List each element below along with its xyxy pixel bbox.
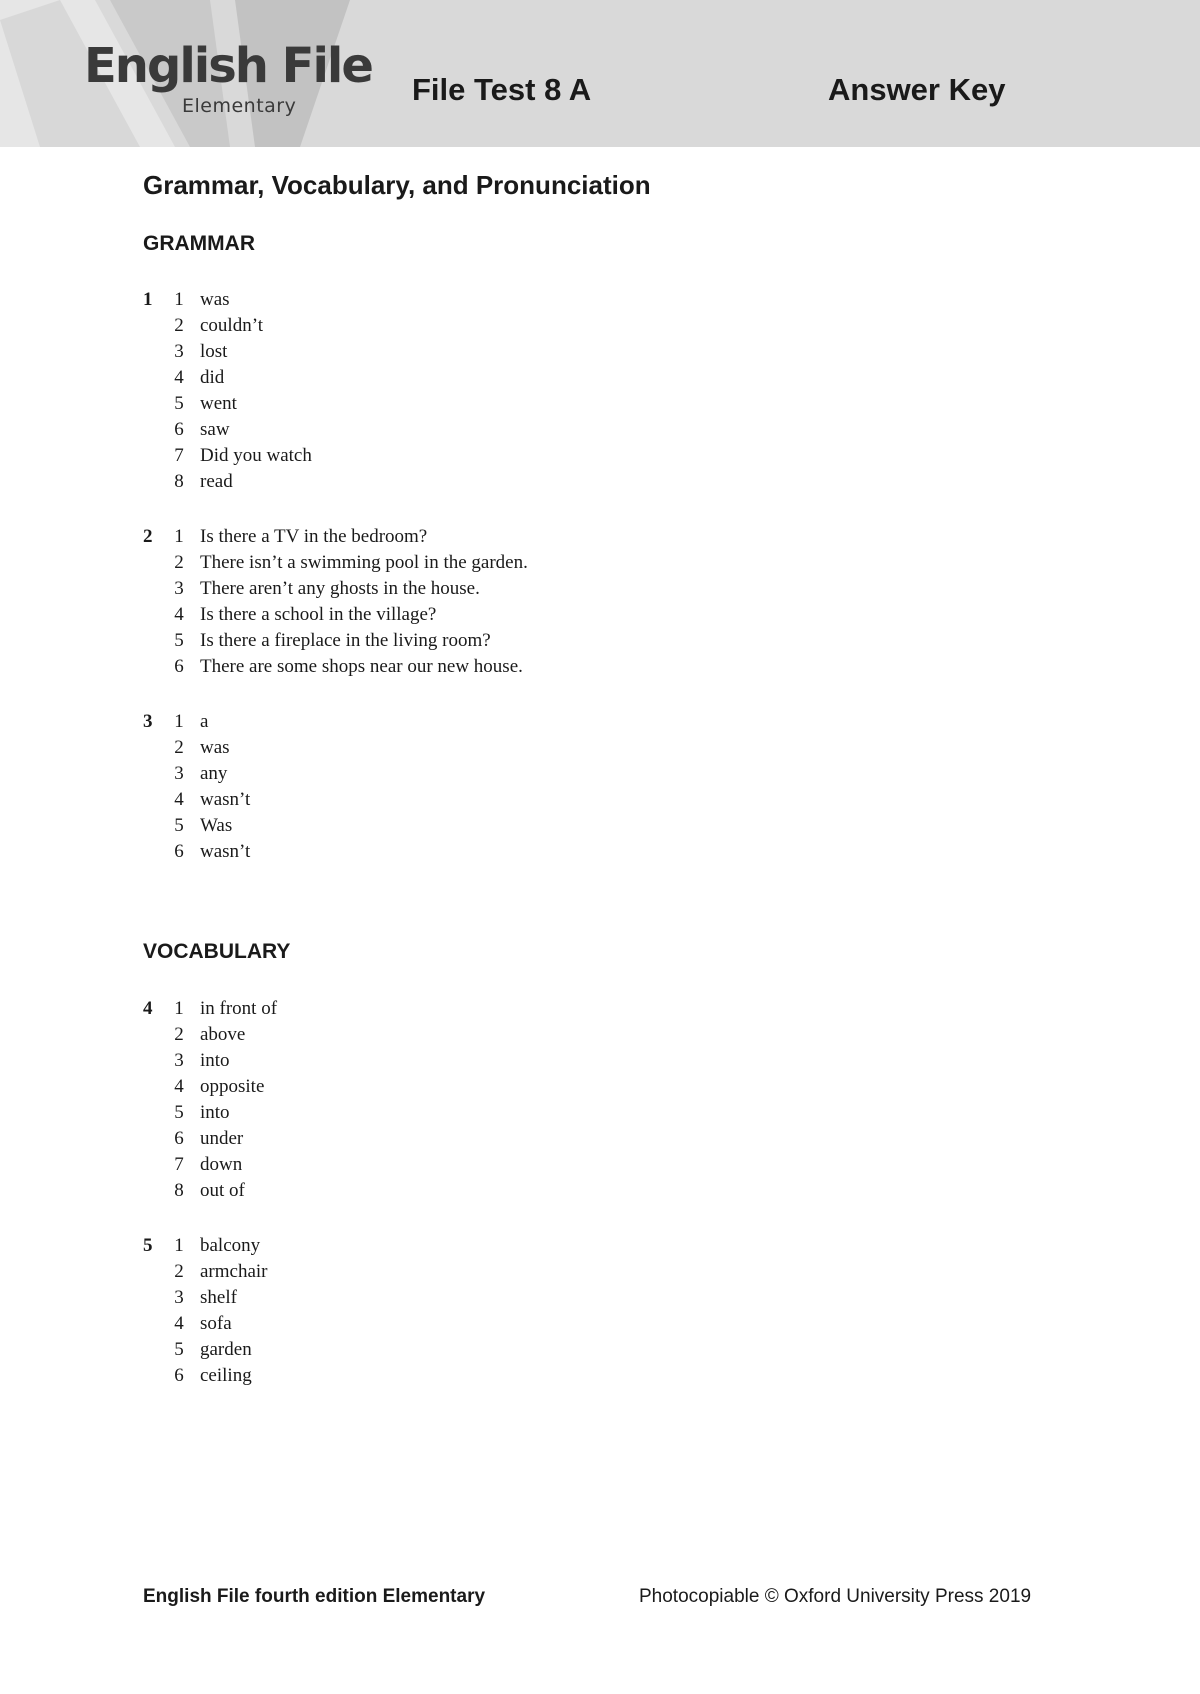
answer-text: Did you watch: [200, 445, 312, 466]
item-number: 6: [174, 656, 184, 677]
item-number: 3: [174, 1287, 184, 1308]
answer-text: read: [200, 471, 233, 492]
item-number: 4: [174, 1076, 184, 1097]
footer-copyright: Photocopiable © Oxford University Press 2019: [639, 1586, 1032, 1607]
answer-text: There are some shops near our new house.: [200, 656, 523, 677]
answer-text: under: [200, 1128, 244, 1149]
item-number: 7: [174, 1154, 184, 1175]
item-number: 3: [174, 1050, 184, 1071]
exercise-number: 5: [143, 1235, 153, 1256]
page-heading: Grammar, Vocabulary, and Pronunciation: [143, 170, 651, 200]
answer-text: was: [200, 289, 230, 310]
answer-text: went: [200, 393, 237, 414]
item-number: 8: [174, 471, 184, 492]
answer-text: saw: [200, 419, 230, 440]
answer-text: Was: [200, 815, 233, 836]
exercise-number: 4: [143, 998, 153, 1019]
item-number: 5: [174, 630, 184, 651]
answer-text: a: [200, 711, 209, 732]
item-number: 2: [174, 1024, 184, 1045]
item-number: 2: [174, 1261, 184, 1282]
item-number: 1: [174, 1235, 184, 1256]
answer-text: couldn’t: [200, 315, 263, 336]
section-title-grammar: GRAMMAR: [143, 232, 255, 255]
exercise-number: 3: [143, 711, 153, 732]
answer-text: shelf: [200, 1287, 237, 1308]
answer-text: balcony: [200, 1235, 261, 1256]
item-number: 7: [174, 445, 184, 466]
item-number: 1: [174, 998, 184, 1019]
answer-text: sofa: [200, 1313, 232, 1334]
brand-logo-subtitle: Elementary: [182, 95, 297, 117]
item-number: 6: [174, 419, 184, 440]
item-number: 5: [174, 393, 184, 414]
item-number: 3: [174, 341, 184, 362]
item-number: 6: [174, 1365, 184, 1386]
answer-text: into: [200, 1102, 230, 1123]
document-type: Answer Key: [828, 72, 1006, 107]
answer-text: armchair: [200, 1261, 268, 1282]
answer-text: wasn’t: [200, 789, 251, 810]
item-number: 6: [174, 1128, 184, 1149]
item-number: 3: [174, 763, 184, 784]
page-header: [0, 0, 1200, 147]
item-number: 5: [174, 815, 184, 836]
answer-text: ceiling: [200, 1365, 252, 1386]
section-title-vocabulary: VOCABULARY: [143, 940, 291, 963]
item-number: 1: [174, 711, 184, 732]
item-number: 6: [174, 841, 184, 862]
item-number: 4: [174, 789, 184, 810]
item-number: 5: [174, 1102, 184, 1123]
item-number: 4: [174, 604, 184, 625]
item-number: 4: [174, 1313, 184, 1334]
exercise-number: 2: [143, 526, 153, 547]
item-number: 3: [174, 578, 184, 599]
answer-text: down: [200, 1154, 243, 1175]
item-number: 1: [174, 289, 184, 310]
item-number: 2: [174, 737, 184, 758]
item-number: 1: [174, 526, 184, 547]
answer-text: opposite: [200, 1076, 265, 1097]
answer-text: was: [200, 737, 230, 758]
item-number: 8: [174, 1180, 184, 1201]
item-number: 5: [174, 1339, 184, 1360]
test-title: File Test 8 A: [412, 72, 592, 107]
answer-text: any: [200, 763, 228, 784]
answer-text: into: [200, 1050, 230, 1071]
answer-text: garden: [200, 1339, 252, 1360]
item-number: 2: [174, 552, 184, 573]
item-number: 4: [174, 367, 184, 388]
answer-text: Is there a fireplace in the living room?: [200, 630, 491, 651]
answer-text: lost: [200, 341, 228, 362]
answer-text: Is there a TV in the bedroom?: [200, 526, 428, 547]
answer-text: There isn’t a swimming pool in the garden.: [200, 552, 528, 573]
answer-text: Is there a school in the village?: [200, 604, 437, 625]
brand-logo-title: English File: [84, 38, 372, 94]
answer-text: above: [200, 1024, 246, 1045]
exercise-number: 1: [143, 289, 153, 310]
answer-text: There aren’t any ghosts in the house.: [200, 578, 480, 599]
item-number: 2: [174, 315, 184, 336]
footer-book-title: English File fourth edition Elementary: [143, 1586, 486, 1607]
answer-text: in front of: [200, 998, 278, 1019]
answer-text: did: [200, 367, 225, 388]
answer-text: out of: [200, 1180, 245, 1201]
answer-text: wasn’t: [200, 841, 251, 862]
